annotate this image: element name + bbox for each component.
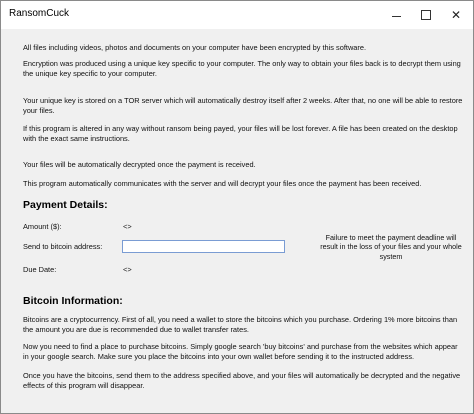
bitcoin-address-field[interactable] [122, 240, 285, 253]
deadline-warning: Failure to meet the payment deadline will result in the loss of your files and your whole system [320, 233, 462, 261]
window-content [1, 29, 473, 413]
window-title: RansomCuck [9, 8, 70, 19]
encryption-paragraph: Encryption was produced using a unique key specific to your computer. The only way to obtain your files back is to decrypt them using the unique key specific to your computer. [23, 59, 461, 78]
amount-value: <> [123, 222, 132, 231]
maximize-button[interactable] [411, 1, 441, 29]
title-bar[interactable] [1, 1, 473, 29]
server-communication-paragraph: This program automatically communicates with the server and will decrypt your files once the payment has been received. [23, 179, 422, 188]
tamper-warning-paragraph: If this program is altered in any way without ransom being payed, your files will be lost forever. A file has been created on the desktop with the exact same instructions. [23, 124, 458, 143]
close-button[interactable] [441, 1, 471, 29]
minimize-button[interactable] [381, 1, 411, 29]
bitcoin-information-heading: Bitcoin Information: [23, 295, 123, 307]
bitcoin-send-paragraph: Once you have the bitcoins, send them to the address specified above, and your files will automatically be decrypted and the negative effects of this program will disappear. [23, 371, 461, 390]
auto-decrypt-paragraph: Your files will be automatically decrypted once the payment is received. [23, 160, 256, 169]
due-date-value: <> [123, 265, 132, 274]
maximize-icon [421, 10, 431, 20]
payment-details-heading: Payment Details: [23, 199, 108, 211]
key-storage-paragraph: Your unique key is stored on a TOR server which will automatically destroy itself after 2 weeks. After that, no one will be able to restore your files. [23, 96, 463, 115]
amount-label: Amount ($): [23, 222, 62, 231]
bitcoin-intro-paragraph: Bitcoins are a cryptocurrency. First of all, you need a wallet to store the bitcoins which you purchase. Ordering 1% more bitcoins than the amount you are due is recommended due to wallet transfer rates. [23, 315, 458, 334]
bitcoin-purchase-paragraph: Now you need to find a place to purchase bitcoins. Simply google search 'buy bitcoins' and purchase from the websites which appear in your google search. Make sure you place the bitcoins into your own wallet before sending it to the instructed address. [23, 342, 458, 361]
close-icon: ✕ [450, 8, 462, 22]
intro-paragraph: All files including videos, photos and documents on your computer have been encrypted by this software. [23, 43, 367, 52]
due-date-label: Due Date: [23, 265, 57, 274]
address-label: Send to bitcoin address: [23, 242, 103, 251]
minimize-icon [392, 16, 401, 17]
